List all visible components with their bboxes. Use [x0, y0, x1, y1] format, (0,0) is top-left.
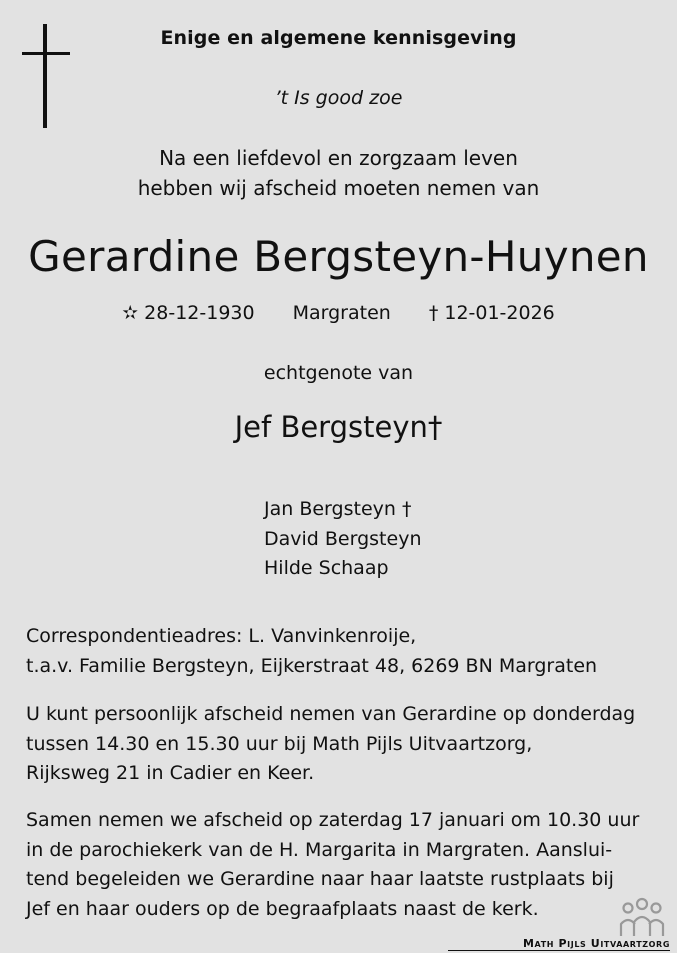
deceased-name: Gerardine Bergsteyn-Huynen: [28, 232, 649, 281]
viewing-paragraph: [26, 700, 666, 789]
death-date: † 12-01-2026: [428, 302, 555, 324]
correspondence-line: Correspondentieadres: L. Vanvinkenroije,: [26, 625, 417, 647]
funeral-line: tend begeleiden we Gerardine naar haar laatste rustplaats bij: [26, 868, 614, 890]
correspondence-paragraph: [26, 622, 666, 681]
relative-item: David Bergsteyn: [264, 527, 422, 550]
spouse-name: Jef Bergsteyn†: [234, 410, 443, 444]
funeral-line: Samen nemen we afscheid op zaterdag 17 januari om 10.30 uur: [26, 809, 640, 831]
logo-underline: [448, 950, 670, 951]
relative-item: Hilde Schaap: [264, 557, 389, 579]
viewing-line: tussen 14.30 en 15.30 uur bij Math Pijls Uitvaartzorg,: [26, 732, 533, 755]
intro-line-1: Na een liefdevol en zorgzaam leven: [159, 146, 518, 170]
birth-date: ✫ 28-12-1930: [122, 302, 255, 324]
motto: ’t Is good zoe: [274, 87, 403, 109]
notice-header: Enige en algemene kennisgeving: [160, 27, 517, 49]
birth-place: Margraten: [292, 302, 391, 324]
spouse-label: echtgenote van: [263, 362, 414, 384]
life-dates: [0, 302, 677, 324]
funeral-line: in de parochiekerk van de H. Margarita in Margraten. Aanslui-: [26, 838, 613, 861]
funeral-paragraph: [26, 806, 666, 924]
intro-line-2: hebben wij afscheid moeten nemen van: [137, 176, 540, 200]
people-group-icon: [618, 896, 666, 940]
relatives-list: [264, 495, 421, 584]
relative-item: Jan Bergsteyn †: [264, 498, 412, 520]
viewing-line: U kunt persoonlijk afscheid nemen van Gerardine op donderdag: [26, 703, 636, 725]
funeral-home-logo-text: Math Pijls Uitvaartzorg: [523, 937, 670, 950]
correspondence-line: t.a.v. Familie Bergsteyn, Eijkerstraat 48, 6269 BN Margraten: [26, 654, 598, 677]
funeral-line: Jef en haar ouders op de begraafplaats naast de kerk.: [26, 897, 539, 920]
viewing-line: Rijksweg 21 in Cadier en Keer.: [26, 762, 315, 784]
